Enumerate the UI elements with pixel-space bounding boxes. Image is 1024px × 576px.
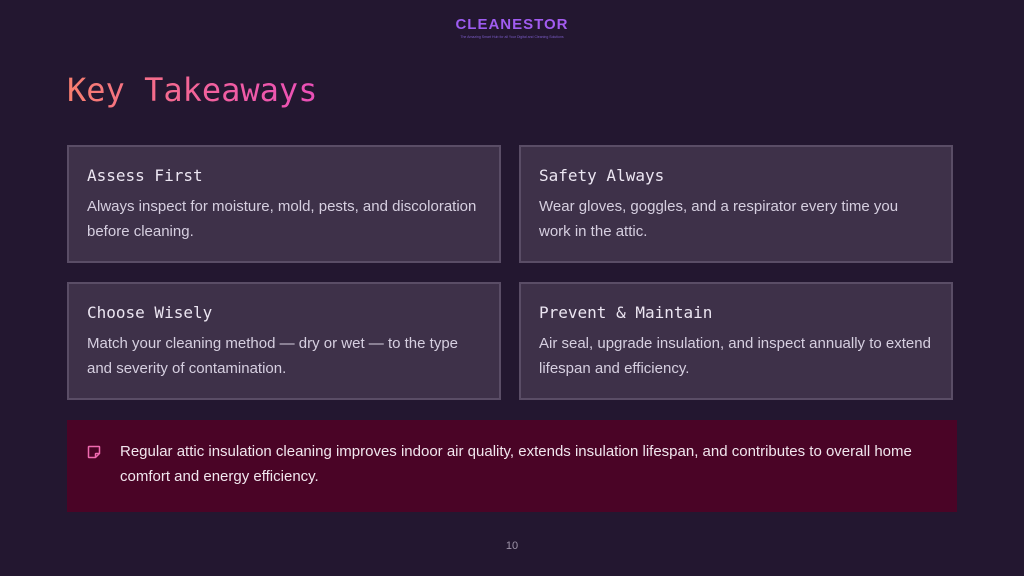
- takeaway-card-assess: [67, 145, 501, 263]
- card-body: Wear gloves, goggles, and a respirator every time you work in the attic.: [539, 198, 899, 240]
- card-title: Assess First: [87, 166, 203, 185]
- card-title: Safety Always: [539, 166, 665, 185]
- card-body: Always inspect for moisture, mold, pests, and discoloration before cleaning.: [87, 198, 477, 240]
- page-number: 10: [505, 540, 519, 552]
- card-body: Match your cleaning method — dry or wet — to the type and severity of contamination.: [87, 335, 459, 377]
- summary-callout: [67, 420, 957, 512]
- note-icon: [87, 445, 101, 459]
- card-title: Prevent & Maintain: [539, 303, 713, 322]
- takeaway-card-safety: [519, 145, 953, 263]
- card-body: Air seal, upgrade insulation, and inspect annually to extend lifespan and efficiency.: [539, 335, 931, 377]
- takeaway-card-prevent: [519, 282, 953, 400]
- page-title: Key Takeaways: [67, 68, 317, 112]
- brand-logo: [0, 16, 1024, 40]
- callout-text: Regular attic insulation cleaning improves indoor air quality, extends insulation lifespan, and contributes to overall home comfort and energy efficiency.: [120, 443, 912, 485]
- brand-name: CLEANESTOR: [0, 16, 1024, 34]
- card-title: Choose Wisely: [87, 303, 213, 322]
- brand-tagline: The Amazing Smart Hub for all Your Digital and Cleaning Solutions: [460, 35, 564, 39]
- takeaway-card-choose: [67, 282, 501, 400]
